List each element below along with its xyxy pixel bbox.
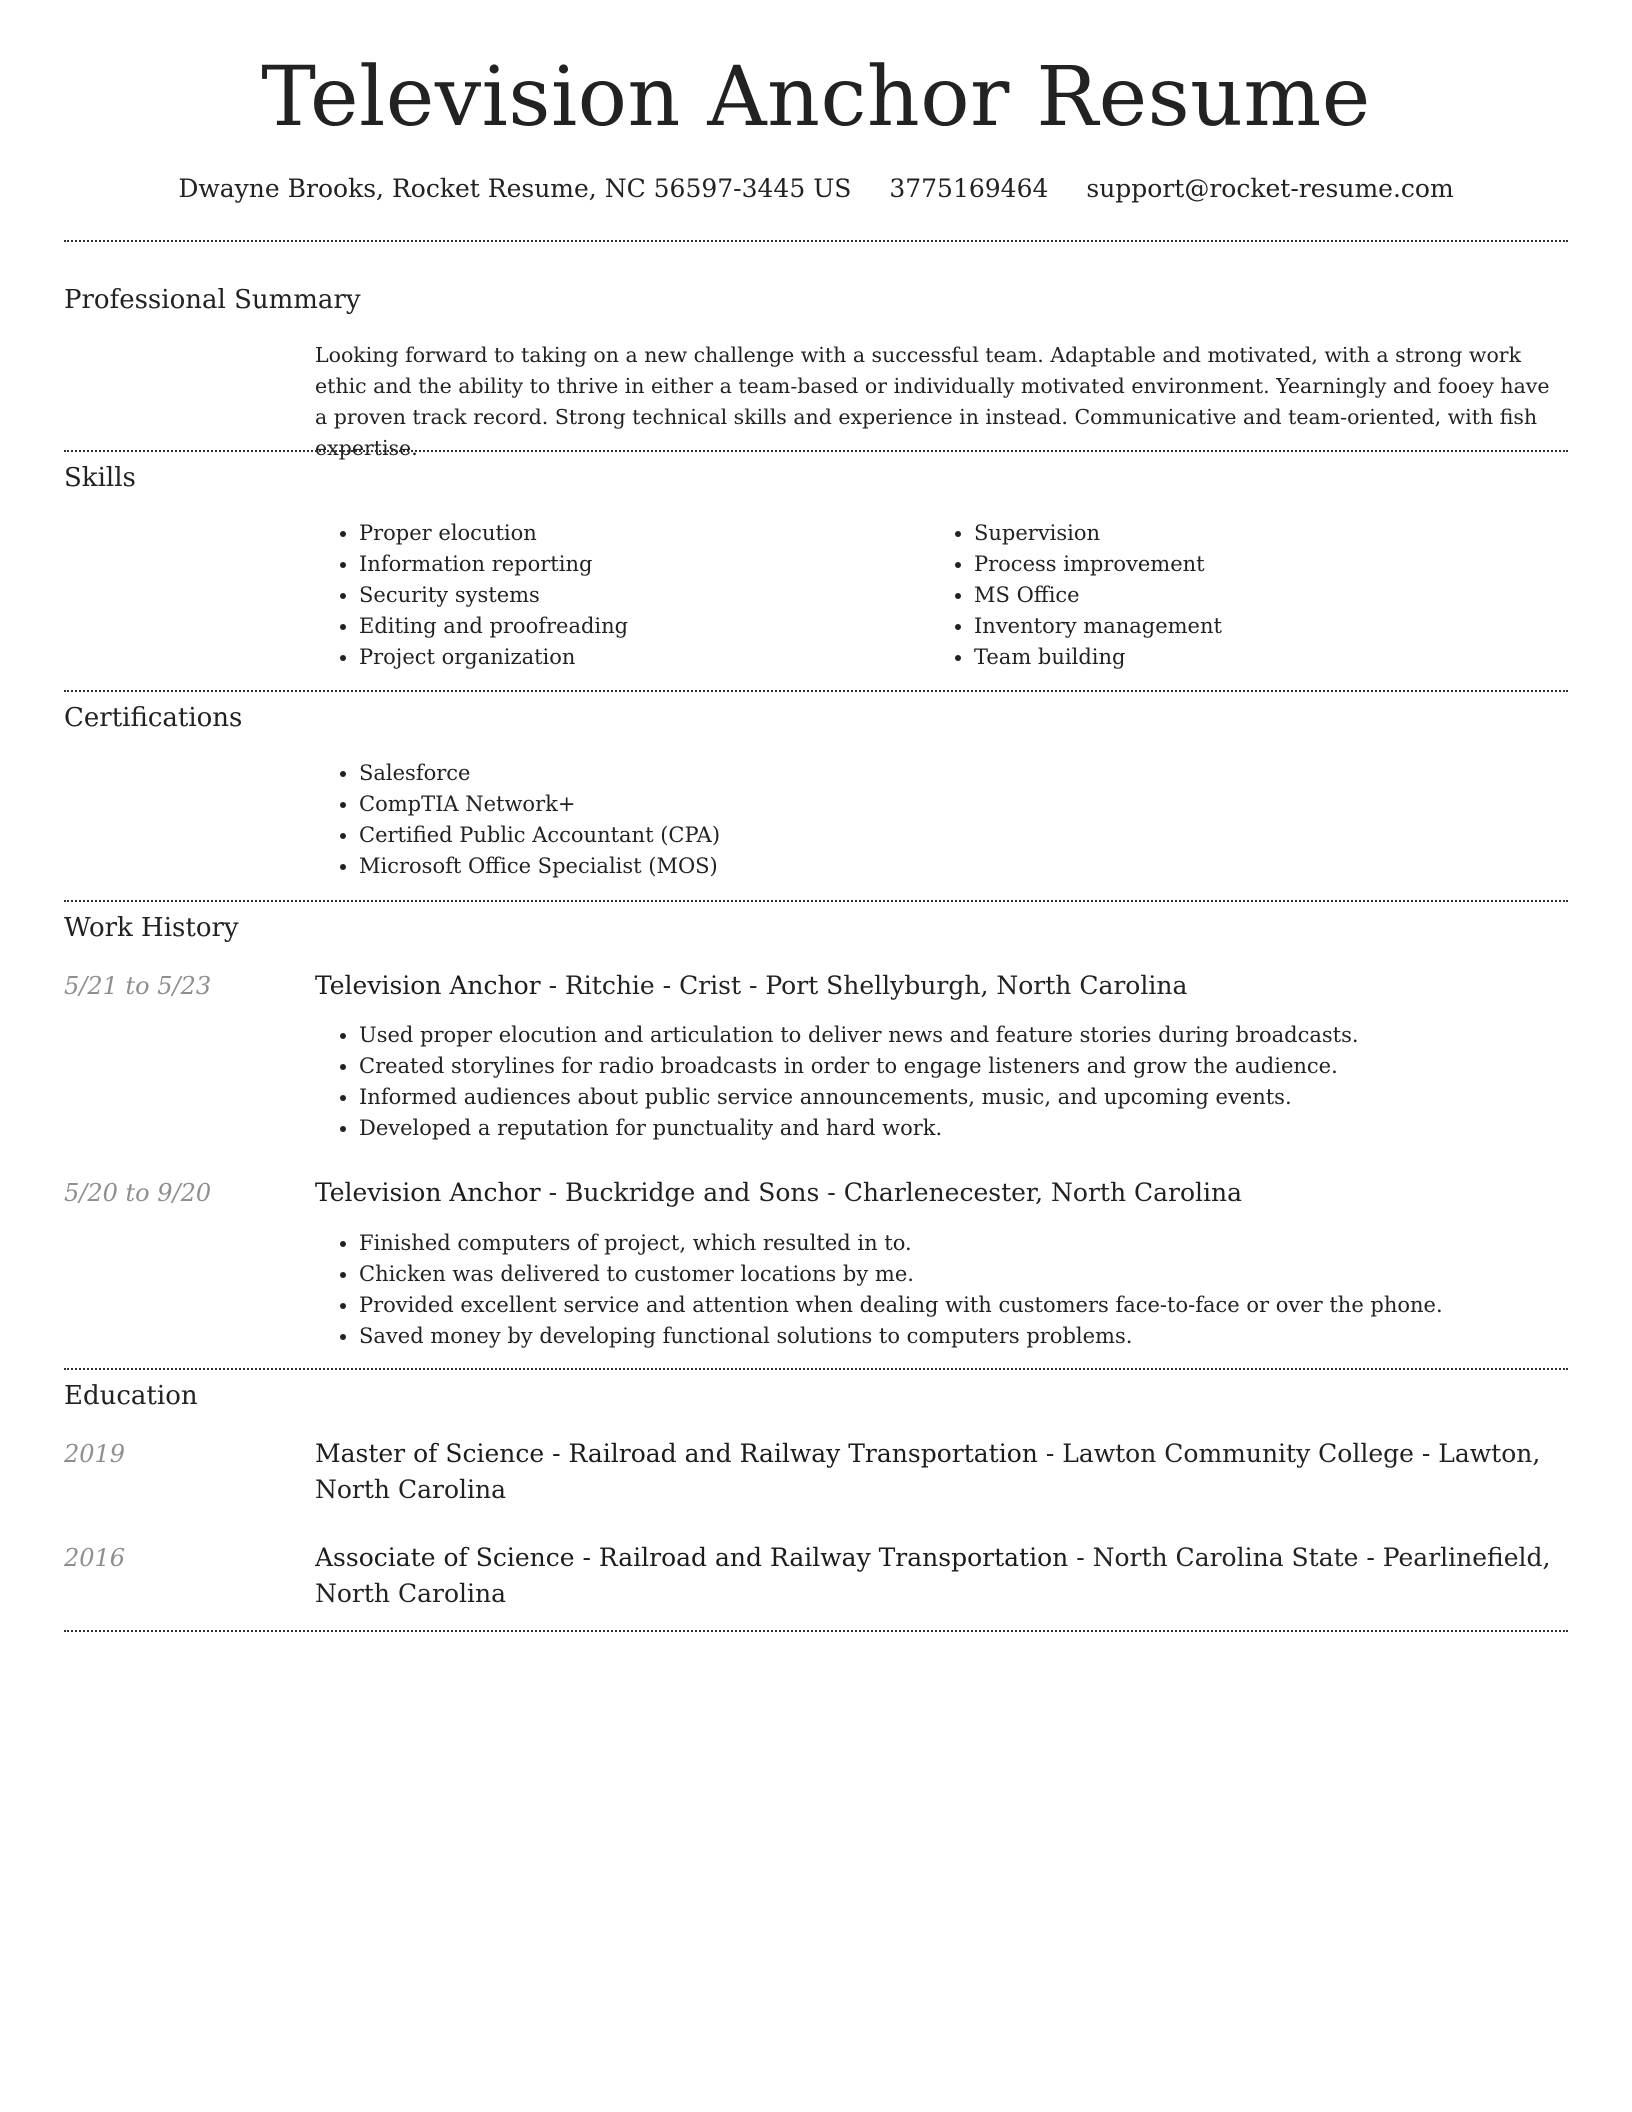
education-degree: Associate of Science - Railroad and Railway Transportation	[315, 1543, 1069, 1572]
education-school: - Lawton Community College - Lawton, North Carolina	[315, 1439, 1541, 1504]
job-dates: 5/21 to 5/23	[64, 972, 212, 1000]
skill-item: • Process improvement	[974, 549, 1574, 580]
resume-title: Television Anchor Resume	[261, 50, 1371, 145]
education-year: 2019	[64, 1440, 126, 1468]
skill-item: • Team building	[974, 642, 1574, 673]
job-employer: - Ritchie - Crist - Port Shellyburgh, North Carolina	[540, 971, 1188, 1000]
section-divider	[64, 240, 1568, 242]
job-title-line	[315, 968, 1565, 1004]
certification-item: • Salesforce	[359, 758, 1359, 789]
education-heading: Education	[64, 1381, 198, 1411]
skill-item: • Proper elocution	[359, 518, 919, 549]
skill-item: • Editing and proofreading	[359, 611, 919, 642]
job-bullet: • Provided excellent service and attention when dealing with customers face-to-face or over the phone.	[359, 1290, 1609, 1321]
certifications-heading: Certifications	[64, 703, 243, 733]
certifications-list	[315, 758, 1359, 882]
contact-phone: 3775169464	[889, 174, 1049, 203]
job-title: Television Anchor	[315, 1178, 541, 1207]
skills-heading: Skills	[64, 463, 136, 493]
certification-item: • CompTIA Network+	[359, 789, 1359, 820]
contact-address: Dwayne Brooks, Rocket Resume, NC 56597-3445 US	[178, 174, 852, 203]
skill-item: • Project organization	[359, 642, 919, 673]
section-divider	[64, 450, 1568, 452]
job-bullet: • Informed audiences about public service announcements, music, and upcoming events.	[359, 1082, 1609, 1113]
certification-item: • Certified Public Accountant (CPA)	[359, 820, 1359, 851]
job-bullet: • Used proper elocution and articulation to deliver news and feature stories during broadcasts.	[359, 1020, 1609, 1051]
job-title-line	[315, 1175, 1565, 1211]
section-divider	[64, 690, 1568, 692]
skill-item: • Inventory management	[974, 611, 1574, 642]
work-heading: Work History	[64, 913, 239, 943]
section-divider	[64, 1630, 1568, 1632]
skill-item: • Supervision	[974, 518, 1574, 549]
education-degree: Master of Science - Railroad and Railway Transportation	[315, 1439, 1038, 1468]
skills-list-left	[315, 518, 919, 673]
education-entry	[315, 1436, 1565, 1508]
skill-item: • MS Office	[974, 580, 1574, 611]
job-bullets	[315, 1020, 1609, 1144]
skill-item: • Information reporting	[359, 549, 919, 580]
job-bullet: • Finished computers of project, which resulted in to.	[359, 1228, 1609, 1259]
contact-line	[0, 170, 1632, 208]
contact-email: support@rocket-resume.com	[1086, 174, 1454, 203]
job-bullet: • Created storylines for radio broadcasts in order to engage listeners and grow the audience.	[359, 1051, 1609, 1082]
job-dates: 5/20 to 9/20	[64, 1179, 212, 1207]
job-title: Television Anchor	[315, 971, 541, 1000]
job-bullet: • Developed a reputation for punctuality and hard work.	[359, 1113, 1609, 1144]
summary-text: Looking forward to taking on a new challenge with a successful team. Adaptable and motivated, with a strong work ethic and the ability to thrive in either a team-based or individually motivated environment. Yearningly and fooey have a proven track record. Strong technical skills and experience in instead. Communicative and team-oriented, with fish expertise.	[315, 343, 1550, 460]
summary-heading: Professional Summary	[64, 285, 361, 315]
job-bullets	[315, 1228, 1609, 1352]
section-divider	[64, 1368, 1568, 1370]
job-employer: - Buckridge and Sons - Charlenecester, North Carolina	[540, 1178, 1243, 1207]
section-divider	[64, 900, 1568, 902]
skill-item: • Security systems	[359, 580, 919, 611]
education-school: - North Carolina State - Pearlinefield, North Carolina	[315, 1543, 1551, 1608]
certification-item: • Microsoft Office Specialist (MOS)	[359, 851, 1359, 882]
education-entry	[315, 1540, 1565, 1612]
education-year: 2016	[64, 1544, 126, 1572]
job-bullet: • Saved money by developing functional solutions to computers problems.	[359, 1321, 1609, 1352]
job-bullet: • Chicken was delivered to customer locations by me.	[359, 1259, 1609, 1290]
skills-list-right	[930, 518, 1574, 673]
